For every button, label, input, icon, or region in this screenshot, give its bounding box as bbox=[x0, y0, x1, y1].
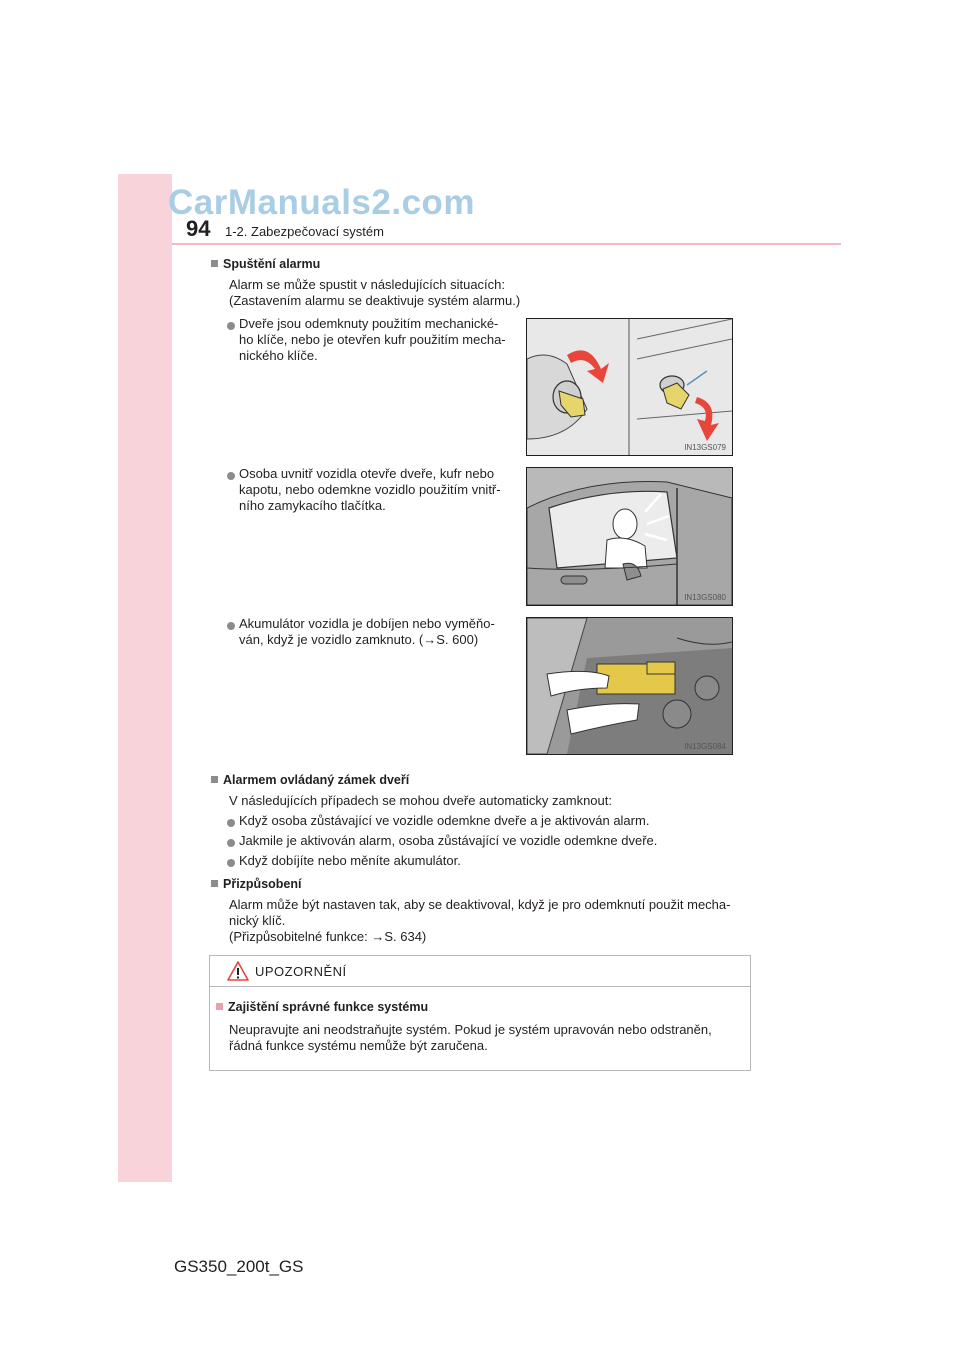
trigger-item-1-line-1: Dveře jsou odemknuty použitím mechanické- bbox=[239, 316, 499, 331]
door-lock-heading bbox=[211, 773, 409, 787]
bullet-dot-icon bbox=[227, 859, 235, 867]
trigger-item-3-line-1: Akumulátor vozidla je dobíjen nebo vyměňo- bbox=[239, 616, 495, 631]
warning-header bbox=[210, 956, 750, 987]
section-title: 1-2. Zabezpečovací systém bbox=[225, 224, 384, 239]
door-lock-heading-text: Alarmem ovládaný zámek dveří bbox=[223, 773, 410, 787]
battery-illustration bbox=[527, 618, 732, 754]
bullet-dot-icon bbox=[227, 819, 235, 827]
customization-heading-text: Přizpůsobení bbox=[223, 877, 302, 891]
figure-person-inside bbox=[526, 467, 733, 606]
figure-code: IN13GS080 bbox=[684, 593, 726, 602]
figure-code: IN13GS084 bbox=[684, 742, 726, 751]
customization-line-1: Alarm může být nastaven tak, aby se deaktivoval, když je pro odemknutí použit mecha- bbox=[229, 897, 731, 912]
trigger-item-2-line-2: kapotu, nebo odemkne vozidlo použitím vnitř- bbox=[239, 482, 501, 497]
trigger-item-2-line-1: Osoba uvnitř vozidla otevře dveře, kufr nebo bbox=[239, 466, 495, 481]
bullet-dot-icon bbox=[227, 322, 235, 330]
header-divider bbox=[172, 243, 841, 245]
door-lock-item-1: Když osoba zůstávající ve vozidle odemkne dveře a je aktivován alarm. bbox=[239, 813, 650, 828]
page-number: 94 bbox=[186, 216, 211, 241]
warning-line-2: řádná funkce systému nemůže být zaručena. bbox=[229, 1038, 488, 1053]
door-lock-item-3: Když dobíjíte nebo měníte akumulátor. bbox=[239, 853, 461, 868]
watermark[interactable]: CarManuals2.com bbox=[168, 183, 476, 222]
page-sidebar bbox=[118, 174, 172, 1182]
trigger-item-1-line-3: nického klíče. bbox=[239, 348, 318, 363]
door-lock-intro: V následujících případech se mohou dveře automaticky zamknout: bbox=[229, 793, 612, 808]
alarm-trigger-intro-2: (Zastavením alarmu se deaktivuje systém alarmu.) bbox=[229, 293, 521, 308]
trigger-item-2-line-3: ního zamykacího tlačítka. bbox=[239, 498, 386, 513]
bullet-dot-icon bbox=[227, 622, 235, 630]
customization-heading bbox=[211, 877, 301, 891]
bullet-square-icon bbox=[211, 880, 218, 887]
trigger-item-3-line-2: ván, když je vozidlo zamknuto. (→S. 600) bbox=[239, 632, 479, 647]
figure-battery bbox=[526, 617, 733, 755]
figure-code: IN13GS079 bbox=[684, 443, 726, 452]
customization-line-3: (Přizpůsobitelné funkce: →S. 634) bbox=[229, 929, 427, 944]
alarm-trigger-heading bbox=[211, 257, 320, 271]
door-lock-item-2: Jakmile je aktivován alarm, osoba zůstávající ve vozidle odemkne dveře. bbox=[239, 833, 658, 848]
warning-triangle-icon bbox=[227, 961, 249, 981]
warning-box bbox=[209, 955, 751, 1071]
mechanical-key-illustration bbox=[527, 319, 732, 455]
bullet-square-icon bbox=[211, 260, 218, 267]
alarm-trigger-intro-1: Alarm se může spustit v následujících situacích: bbox=[229, 277, 506, 292]
alarm-trigger-heading-text: Spuštění alarmu bbox=[223, 257, 321, 271]
bullet-dot-icon bbox=[227, 839, 235, 847]
warning-heading-text: Zajištění správné funkce systému bbox=[228, 1000, 429, 1014]
trigger-item-1-line-2: ho klíče, nebo je otevřen kufr použitím mecha- bbox=[239, 332, 506, 347]
warning-title: UPOZORNĚNÍ bbox=[255, 964, 347, 979]
footer-model-code: GS350_200t_GS bbox=[174, 1257, 304, 1276]
bullet-dot-icon bbox=[227, 472, 235, 480]
bullet-square-icon bbox=[216, 1003, 223, 1010]
warning-heading bbox=[216, 1000, 428, 1014]
bullet-square-icon bbox=[211, 776, 218, 783]
customization-line-2: nický klíč. bbox=[229, 913, 286, 928]
warning-line-1: Neupravujte ani neodstraňujte systém. Pokud je systém upravován nebo odstraněn, bbox=[229, 1022, 712, 1037]
person-inside-illustration bbox=[527, 468, 732, 605]
figure-mechanical-key bbox=[526, 318, 733, 456]
